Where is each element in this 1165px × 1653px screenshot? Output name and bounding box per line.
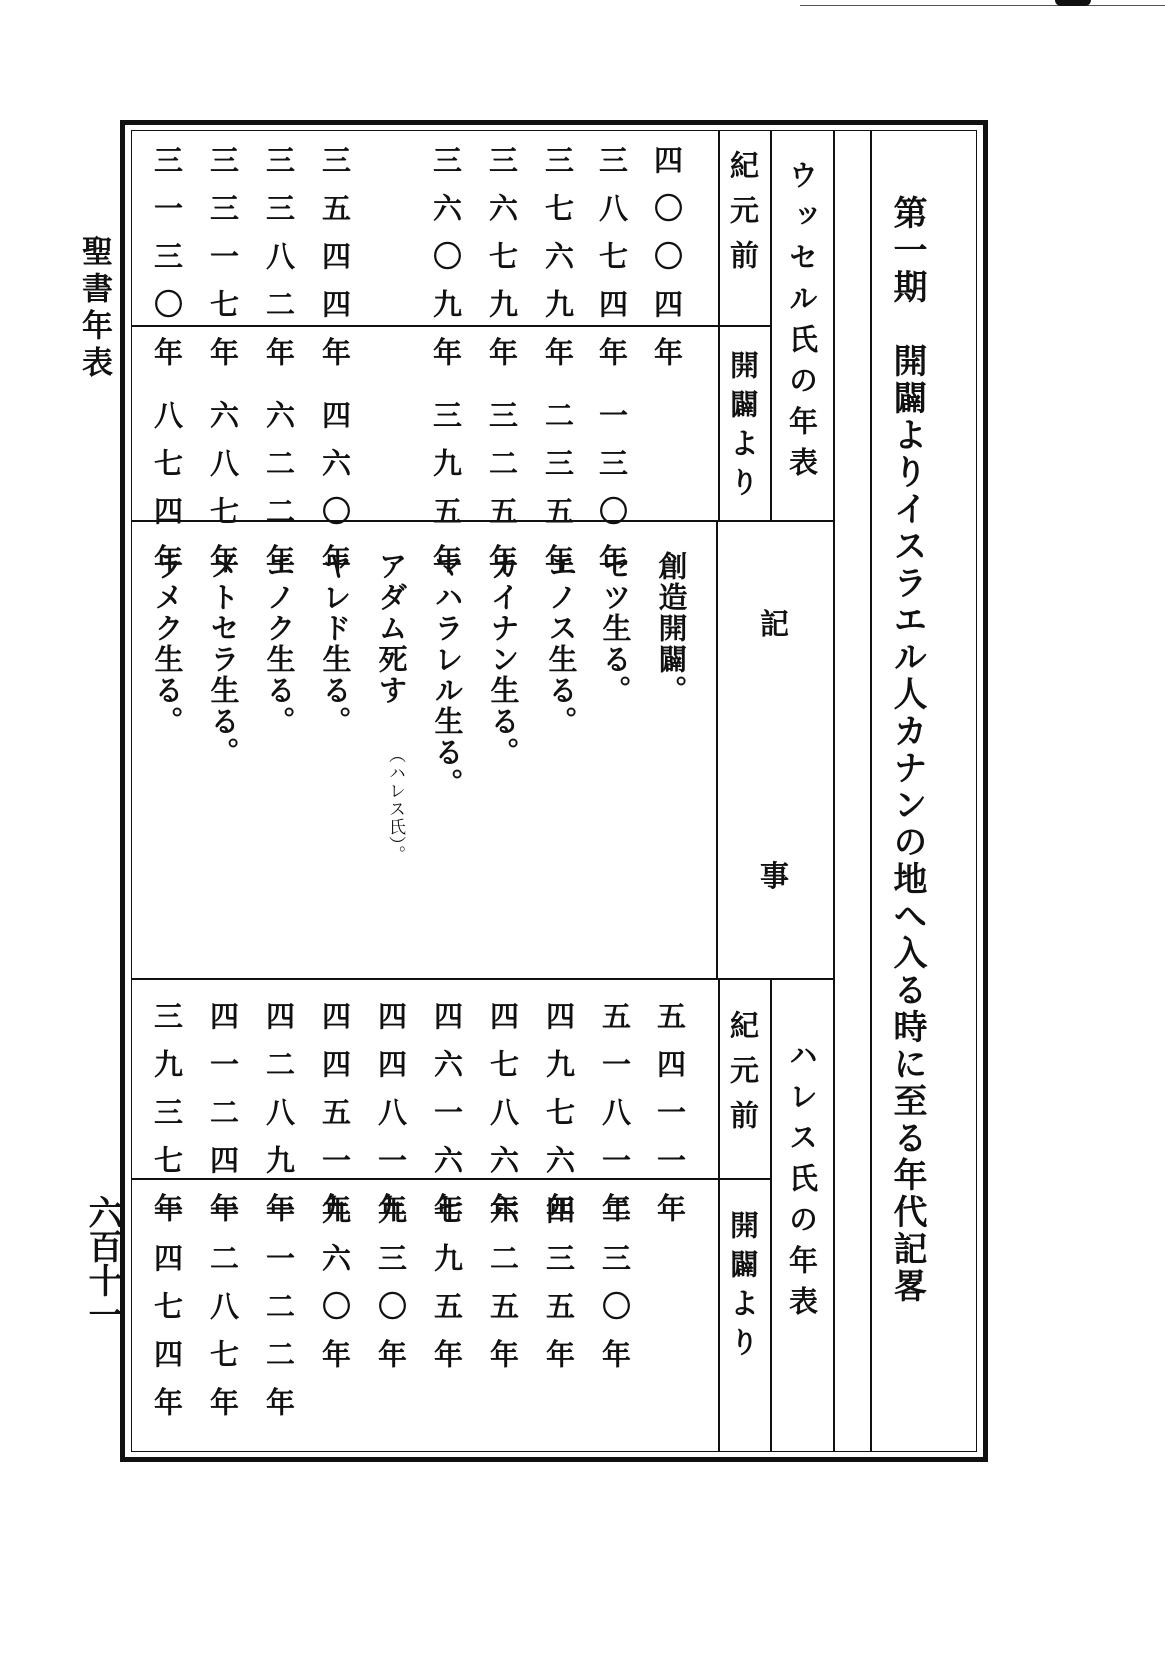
hales-am-year: 一二八七年 — [206, 1195, 240, 1435]
hales-bc-year: 四九七六年 — [542, 1001, 576, 1241]
hales-bc-year: 四七八六年 — [486, 1001, 520, 1241]
ussher-am-year: 一三〇年 — [595, 400, 629, 592]
hales-am-year: 六二五年 — [486, 1195, 520, 1387]
hales-bc-year: 四四八一年 — [374, 1001, 408, 1241]
ussher-bc-year: 三三八二年 — [262, 145, 296, 385]
event-item: セツ生る。 — [598, 551, 633, 706]
section-title-left-rule — [833, 130, 835, 1452]
ussher-bc-header: 紀元前 — [726, 150, 760, 285]
event-item: マハラレル生る。 — [430, 551, 465, 799]
ussher-bc-year: 三三一七年 — [206, 145, 240, 385]
ussher-am-year: 四六〇年 — [318, 400, 352, 592]
ussher-bc-year: 三七六九年 — [541, 145, 575, 385]
hales-am-year: 一四七四年 — [150, 1195, 184, 1435]
hales-colhead-rule — [718, 980, 720, 1452]
ussher-bc-year: 三八七四年 — [595, 145, 629, 385]
ussher-am-year: 八七四年 — [150, 400, 184, 592]
hales-am-year: 七九五年 — [430, 1195, 464, 1387]
top-rule — [800, 5, 1165, 6]
ussher-header-rule — [770, 130, 772, 520]
event-item: 創造開闢。 — [654, 551, 689, 706]
hales-bc-year: 四二八九年 — [262, 1001, 296, 1241]
title-column-divider — [870, 130, 872, 1452]
event-item: メトセラ生る。 — [206, 551, 241, 768]
period-title: 第一期 開闢よりイスラエル人カナンの地へ入る時に至る年代記畧 — [887, 195, 927, 1305]
ussher-am-year: 二三五年 — [541, 400, 575, 592]
ussher-am-year: 三九五年 — [429, 400, 463, 592]
hales-bc-header: 紀元前 — [726, 1010, 760, 1145]
ussher-bc-year: 三六七九年 — [485, 145, 519, 385]
event-item: エノス生る。 — [544, 551, 579, 737]
ussher-bc-year: 四〇〇四年 — [650, 145, 684, 385]
hales-am-year: 九三〇年 — [374, 1195, 408, 1387]
ussher-bc-year: 三一三〇年 — [150, 145, 184, 385]
running-title: 聖書年表 — [76, 235, 112, 383]
hales-bc-year: 五四一一年 — [653, 1001, 687, 1241]
hales-bc-year: 四一二四年 — [206, 1001, 240, 1241]
event-item: ラメク生る。 — [150, 551, 185, 737]
event-item: ヤレド生る。 — [318, 551, 353, 737]
top-ink-mark — [1055, 0, 1091, 6]
hales-bc-year: 四四五一年 — [318, 1001, 352, 1241]
page-number: 六百十一 — [82, 1195, 122, 1331]
hales-table-title: ハレス氏の年表 — [785, 1040, 819, 1327]
event-item: アダム死す — [374, 551, 409, 706]
event-item: カイナン生る。 — [486, 551, 521, 768]
hales-bc-year: 三九三七年 — [150, 1001, 184, 1241]
ussher-table-title: ウッセル氏の年表 — [785, 160, 819, 488]
hales-am-year: 九六〇年 — [318, 1195, 352, 1387]
ussher-bc-year: 三六〇九年 — [429, 145, 463, 385]
hales-header-rule — [770, 980, 772, 1452]
hales-am-year: 二三〇年 — [598, 1195, 632, 1387]
ussher-bc-year: 三五四四年 — [318, 145, 352, 385]
hales-top-rule — [131, 978, 833, 980]
hales-bc-year: 五一八一年 — [598, 1001, 632, 1241]
hales-bc-year: 四六一六年 — [430, 1001, 464, 1241]
ussher-am-year: 三二五年 — [485, 400, 519, 592]
events-header-bottom: 事 — [760, 859, 790, 893]
hales-am-year: 四三五年 — [542, 1195, 576, 1387]
hales-am-header: 開闢より — [726, 1210, 760, 1366]
events-header-rule — [716, 522, 718, 978]
ussher-am-year: 六八七年 — [206, 400, 240, 592]
hales-am-year: 一一二二年 — [262, 1195, 296, 1435]
event-item: エノク生る。 — [262, 551, 297, 737]
events-header-top: 記 — [760, 607, 790, 641]
ussher-am-header: 開闢より — [726, 350, 760, 506]
event-note-hales: （ハレス氏）。 — [385, 746, 405, 864]
ussher-am-year: 六二二年 — [262, 400, 296, 592]
